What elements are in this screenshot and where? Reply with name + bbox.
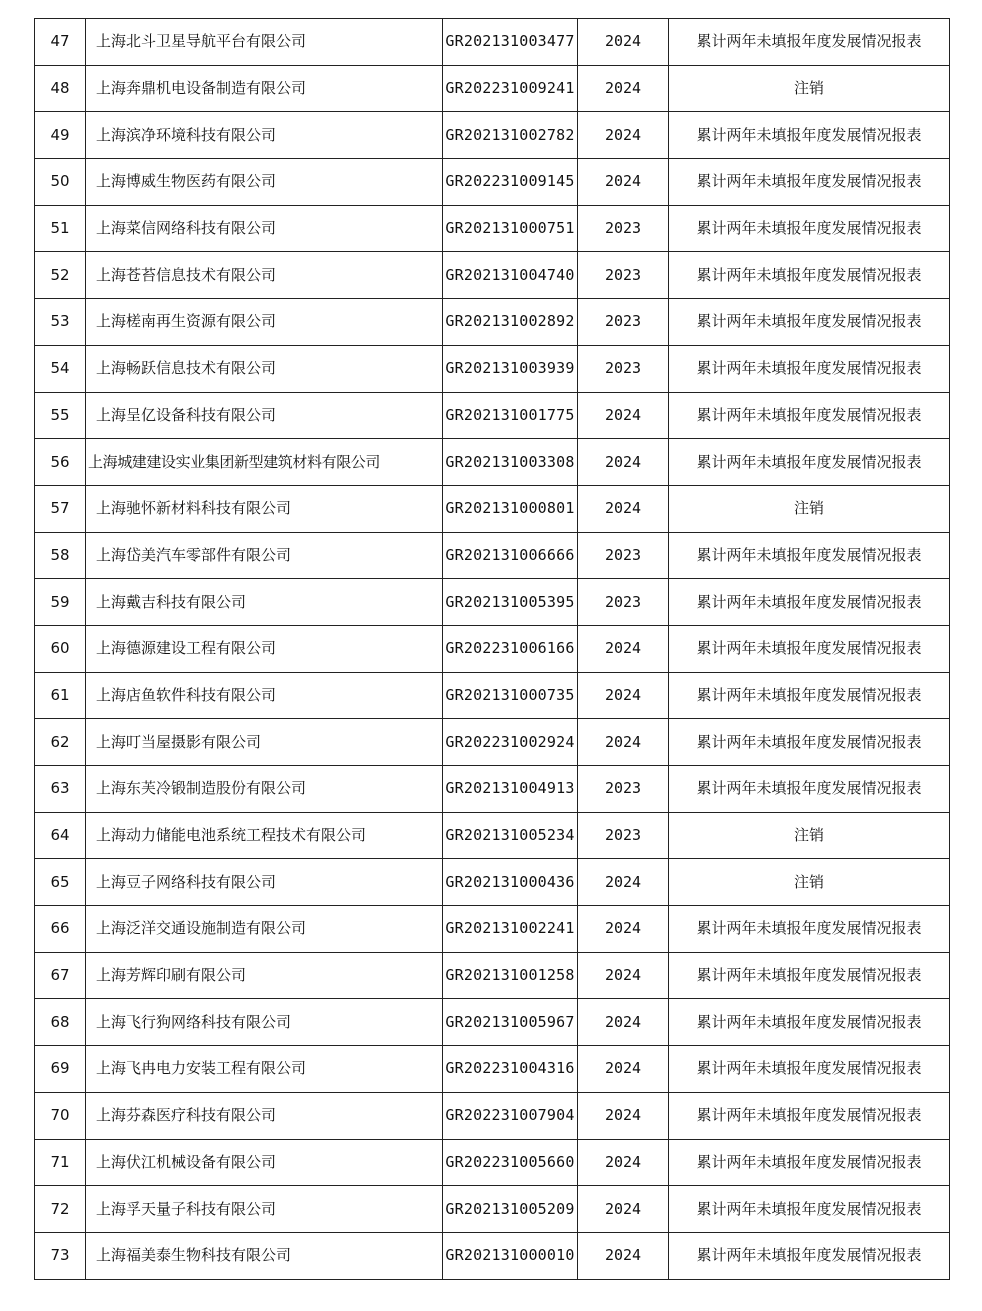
certificate-number-cell: GR202131006666 <box>443 532 578 579</box>
row-number-cell: 71 <box>35 1139 86 1186</box>
row-number-cell: 68 <box>35 999 86 1046</box>
certificate-number-cell: GR202131003939 <box>443 345 578 392</box>
row-number-cell: 67 <box>35 952 86 999</box>
certificate-number-cell: GR202131001775 <box>443 392 578 439</box>
year-cell: 2023 <box>578 299 669 346</box>
reason-cell: 注销 <box>669 485 950 532</box>
company-name-cell: 上海畅跃信息技术有限公司 <box>86 345 443 392</box>
row-number-cell: 72 <box>35 1186 86 1233</box>
row-number-cell: 62 <box>35 719 86 766</box>
row-number-cell: 57 <box>35 485 86 532</box>
certificate-number-cell: GR202231009241 <box>443 65 578 112</box>
table-row <box>35 906 950 953</box>
document-page <box>34 18 950 1280</box>
reason-cell: 累计两年未填报年度发展情况报表 <box>669 1046 950 1093</box>
company-name-cell: 上海呈亿设备科技有限公司 <box>86 392 443 439</box>
year-cell: 2024 <box>578 1186 669 1233</box>
year-cell: 2023 <box>578 205 669 252</box>
reason-cell: 累计两年未填报年度发展情况报表 <box>669 999 950 1046</box>
year-cell: 2024 <box>578 1046 669 1093</box>
company-name-cell: 上海槎南再生资源有限公司 <box>86 299 443 346</box>
certificate-number-cell: GR202131004913 <box>443 766 578 813</box>
row-number-cell: 70 <box>35 1092 86 1139</box>
reason-cell: 累计两年未填报年度发展情况报表 <box>669 19 950 66</box>
certificate-number-cell: GR202131005209 <box>443 1186 578 1233</box>
year-cell: 2024 <box>578 112 669 159</box>
table-row <box>35 1092 950 1139</box>
reason-cell: 累计两年未填报年度发展情况报表 <box>669 1232 950 1279</box>
row-number-cell: 63 <box>35 766 86 813</box>
table-row <box>35 112 950 159</box>
row-number-cell: 54 <box>35 345 86 392</box>
year-cell: 2023 <box>578 345 669 392</box>
year-cell: 2024 <box>578 485 669 532</box>
reason-cell: 累计两年未填报年度发展情况报表 <box>669 952 950 999</box>
year-cell: 2024 <box>578 859 669 906</box>
year-cell: 2024 <box>578 952 669 999</box>
certificate-number-cell: GR202131002892 <box>443 299 578 346</box>
company-name-cell: 上海芬森医疗科技有限公司 <box>86 1092 443 1139</box>
company-table <box>34 18 950 1280</box>
year-cell: 2024 <box>578 392 669 439</box>
certificate-number-cell: GR202131005234 <box>443 812 578 859</box>
company-name-cell: 上海奔鼎机电设备制造有限公司 <box>86 65 443 112</box>
company-name-cell: 上海豆子网络科技有限公司 <box>86 859 443 906</box>
row-number-cell: 58 <box>35 532 86 579</box>
table-row <box>35 299 950 346</box>
reason-cell: 累计两年未填报年度发展情况报表 <box>669 345 950 392</box>
row-number-cell: 59 <box>35 579 86 626</box>
row-number-cell: 73 <box>35 1232 86 1279</box>
year-cell: 2023 <box>578 252 669 299</box>
row-number-cell: 65 <box>35 859 86 906</box>
company-name-cell: 上海芳辉印刷有限公司 <box>86 952 443 999</box>
company-name-cell: 上海动力储能电池系统工程技术有限公司 <box>86 812 443 859</box>
reason-cell: 注销 <box>669 859 950 906</box>
reason-cell: 累计两年未填报年度发展情况报表 <box>669 205 950 252</box>
reason-cell: 累计两年未填报年度发展情况报表 <box>669 1139 950 1186</box>
company-name-cell: 上海苍苔信息技术有限公司 <box>86 252 443 299</box>
certificate-number-cell: GR202131005967 <box>443 999 578 1046</box>
reason-cell: 累计两年未填报年度发展情况报表 <box>669 906 950 953</box>
company-name-cell: 上海福美泰生物科技有限公司 <box>86 1232 443 1279</box>
year-cell: 2024 <box>578 159 669 206</box>
reason-cell: 累计两年未填报年度发展情况报表 <box>669 1186 950 1233</box>
company-name-cell: 上海菜信网络科技有限公司 <box>86 205 443 252</box>
certificate-number-cell: GR202231006166 <box>443 625 578 672</box>
row-number-cell: 66 <box>35 906 86 953</box>
company-name-cell: 上海博威生物医药有限公司 <box>86 159 443 206</box>
reason-cell: 累计两年未填报年度发展情况报表 <box>669 672 950 719</box>
table-body <box>35 19 950 1280</box>
year-cell: 2023 <box>578 579 669 626</box>
company-name-cell: 上海孚天量子科技有限公司 <box>86 1186 443 1233</box>
table-row <box>35 205 950 252</box>
certificate-number-cell: GR202231009145 <box>443 159 578 206</box>
company-name-cell: 上海飞行狗网络科技有限公司 <box>86 999 443 1046</box>
year-cell: 2023 <box>578 812 669 859</box>
certificate-number-cell: GR202231004316 <box>443 1046 578 1093</box>
row-number-cell: 56 <box>35 439 86 486</box>
reason-cell: 注销 <box>669 65 950 112</box>
table-row <box>35 532 950 579</box>
table-row <box>35 439 950 486</box>
table-row <box>35 859 950 906</box>
company-name-cell: 上海岱美汽车零部件有限公司 <box>86 532 443 579</box>
certificate-number-cell: GR202231002924 <box>443 719 578 766</box>
reason-cell: 累计两年未填报年度发展情况报表 <box>669 112 950 159</box>
table-row <box>35 252 950 299</box>
reason-cell: 累计两年未填报年度发展情况报表 <box>669 1092 950 1139</box>
certificate-number-cell: GR202131000010 <box>443 1232 578 1279</box>
row-number-cell: 49 <box>35 112 86 159</box>
table-row <box>35 672 950 719</box>
reason-cell: 累计两年未填报年度发展情况报表 <box>669 392 950 439</box>
year-cell: 2024 <box>578 19 669 66</box>
table-row <box>35 345 950 392</box>
reason-cell: 累计两年未填报年度发展情况报表 <box>669 625 950 672</box>
row-number-cell: 61 <box>35 672 86 719</box>
table-row <box>35 1046 950 1093</box>
company-name-cell: 上海城建建设实业集团新型建筑材料有限公司 <box>86 439 443 486</box>
table-row <box>35 625 950 672</box>
certificate-number-cell: GR202131000436 <box>443 859 578 906</box>
row-number-cell: 64 <box>35 812 86 859</box>
reason-cell: 累计两年未填报年度发展情况报表 <box>669 719 950 766</box>
year-cell: 2023 <box>578 532 669 579</box>
reason-cell: 累计两年未填报年度发展情况报表 <box>669 299 950 346</box>
reason-cell: 累计两年未填报年度发展情况报表 <box>669 159 950 206</box>
year-cell: 2024 <box>578 719 669 766</box>
certificate-number-cell: GR202131003308 <box>443 439 578 486</box>
company-name-cell: 上海店鱼软件科技有限公司 <box>86 672 443 719</box>
year-cell: 2023 <box>578 766 669 813</box>
reason-cell: 累计两年未填报年度发展情况报表 <box>669 579 950 626</box>
certificate-number-cell: GR202131000751 <box>443 205 578 252</box>
company-name-cell: 上海北斗卫星导航平台有限公司 <box>86 19 443 66</box>
table-row <box>35 159 950 206</box>
table-row <box>35 719 950 766</box>
row-number-cell: 55 <box>35 392 86 439</box>
company-name-cell: 上海叮当屋摄影有限公司 <box>86 719 443 766</box>
table-row <box>35 579 950 626</box>
row-number-cell: 51 <box>35 205 86 252</box>
row-number-cell: 52 <box>35 252 86 299</box>
certificate-number-cell: GR202231007904 <box>443 1092 578 1139</box>
year-cell: 2024 <box>578 439 669 486</box>
certificate-number-cell: GR202131004740 <box>443 252 578 299</box>
certificate-number-cell: GR202231005660 <box>443 1139 578 1186</box>
table-row <box>35 766 950 813</box>
year-cell: 2024 <box>578 999 669 1046</box>
row-number-cell: 47 <box>35 19 86 66</box>
year-cell: 2024 <box>578 1232 669 1279</box>
company-name-cell: 上海东芙冷锻制造股份有限公司 <box>86 766 443 813</box>
table-row <box>35 19 950 66</box>
certificate-number-cell: GR202131003477 <box>443 19 578 66</box>
year-cell: 2024 <box>578 1139 669 1186</box>
certificate-number-cell: GR202131000735 <box>443 672 578 719</box>
table-row <box>35 812 950 859</box>
reason-cell: 累计两年未填报年度发展情况报表 <box>669 252 950 299</box>
table-row <box>35 65 950 112</box>
row-number-cell: 50 <box>35 159 86 206</box>
table-row <box>35 999 950 1046</box>
table-row <box>35 1139 950 1186</box>
table-row <box>35 952 950 999</box>
year-cell: 2024 <box>578 65 669 112</box>
year-cell: 2024 <box>578 625 669 672</box>
reason-cell: 注销 <box>669 812 950 859</box>
company-name-cell: 上海泛洋交通设施制造有限公司 <box>86 906 443 953</box>
year-cell: 2024 <box>578 672 669 719</box>
reason-cell: 累计两年未填报年度发展情况报表 <box>669 439 950 486</box>
row-number-cell: 69 <box>35 1046 86 1093</box>
row-number-cell: 53 <box>35 299 86 346</box>
company-name-cell: 上海滨净环境科技有限公司 <box>86 112 443 159</box>
year-cell: 2024 <box>578 1092 669 1139</box>
table-row <box>35 485 950 532</box>
year-cell: 2024 <box>578 906 669 953</box>
table-row <box>35 1232 950 1279</box>
certificate-number-cell: GR202131002782 <box>443 112 578 159</box>
company-name-cell: 上海驰怀新材料科技有限公司 <box>86 485 443 532</box>
reason-cell: 累计两年未填报年度发展情况报表 <box>669 766 950 813</box>
table-row <box>35 1186 950 1233</box>
table-row <box>35 392 950 439</box>
company-name-cell: 上海戴吉科技有限公司 <box>86 579 443 626</box>
company-name-cell: 上海德源建设工程有限公司 <box>86 625 443 672</box>
company-name-cell: 上海伏江机械设备有限公司 <box>86 1139 443 1186</box>
row-number-cell: 48 <box>35 65 86 112</box>
certificate-number-cell: GR202131005395 <box>443 579 578 626</box>
company-name-cell: 上海飞冉电力安装工程有限公司 <box>86 1046 443 1093</box>
reason-cell: 累计两年未填报年度发展情况报表 <box>669 532 950 579</box>
certificate-number-cell: GR202131000801 <box>443 485 578 532</box>
certificate-number-cell: GR202131001258 <box>443 952 578 999</box>
certificate-number-cell: GR202131002241 <box>443 906 578 953</box>
row-number-cell: 60 <box>35 625 86 672</box>
